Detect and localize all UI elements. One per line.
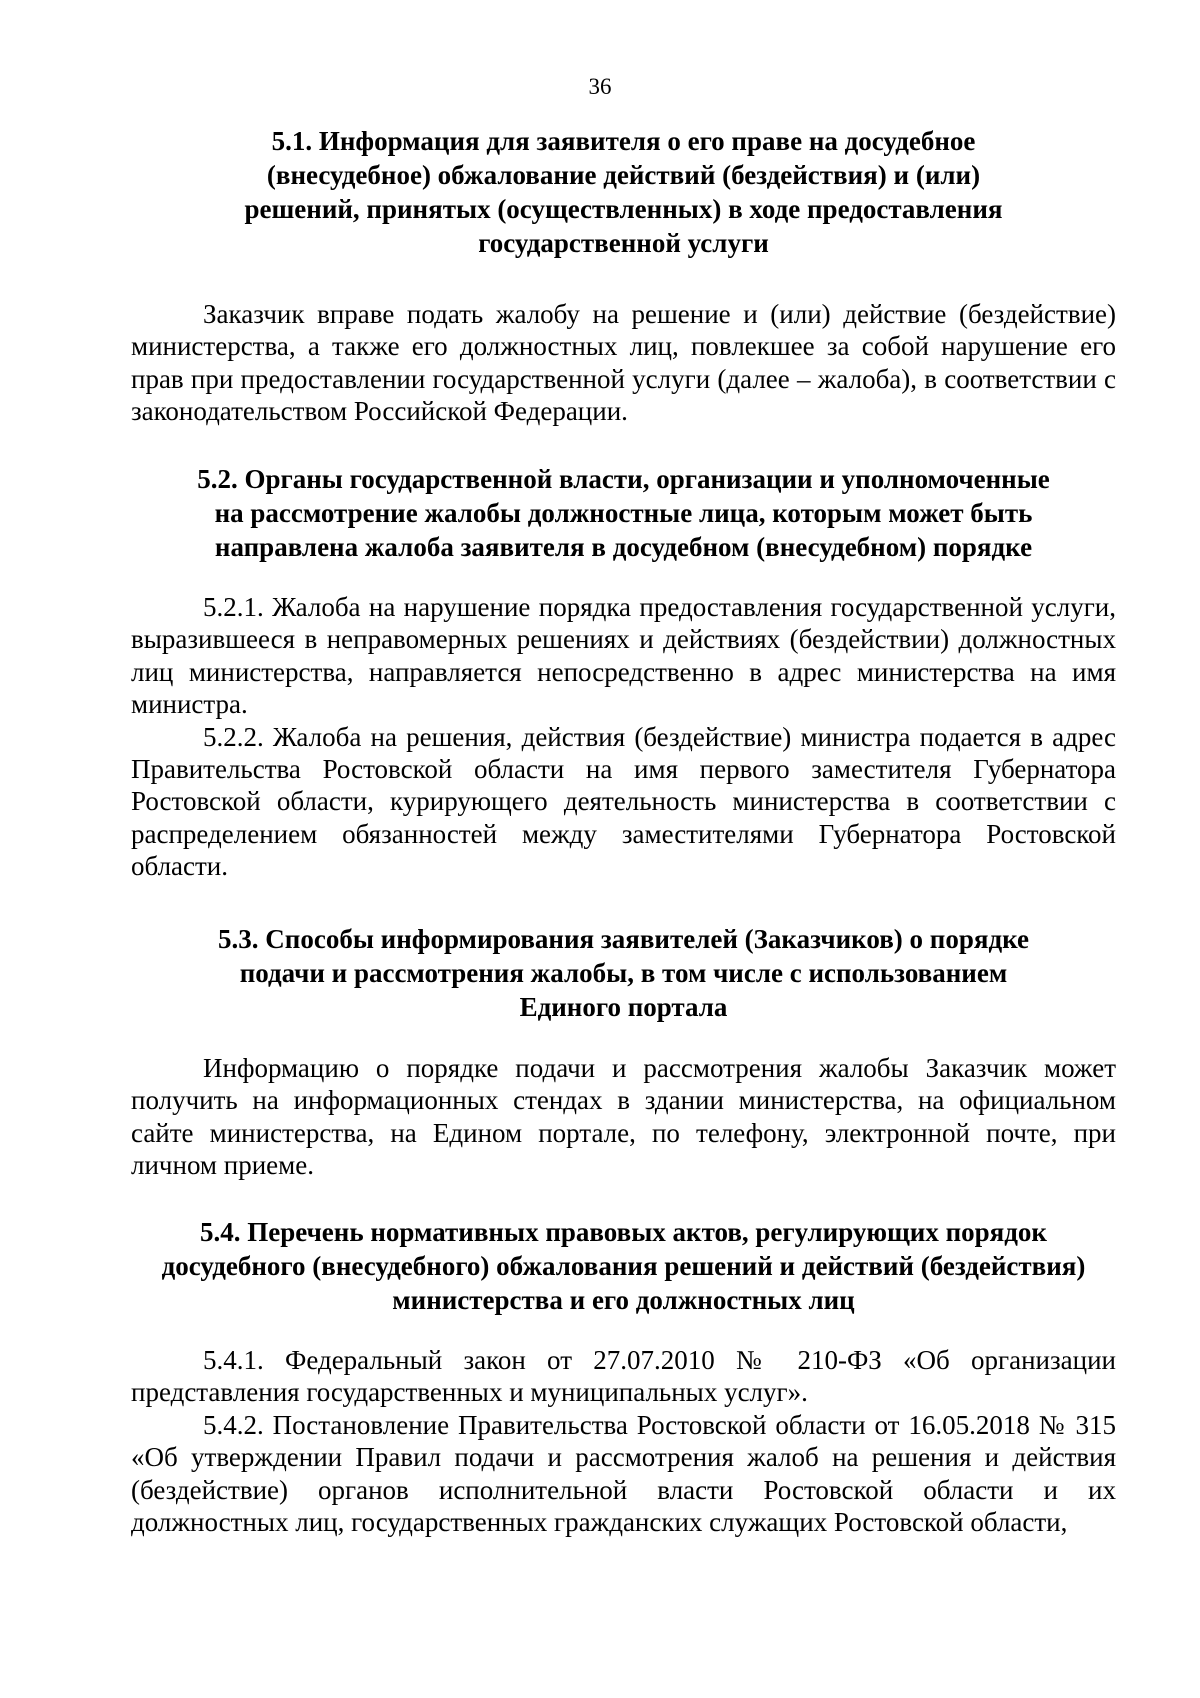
- section-heading-5-1: [131, 124, 1116, 260]
- heading-line: 5.1. Информация для заявителя о его праве на досудебное: [271, 126, 976, 156]
- section-heading-5-4: [121, 1215, 1126, 1317]
- heading-line: 5.4. Перечень нормативных правовых актов, регулирующих порядок: [200, 1217, 1047, 1247]
- heading-line: Единого портала: [519, 992, 728, 1022]
- heading-line: досудебного (внесудебного) обжалования решений и действий (бездействия): [161, 1251, 1086, 1281]
- heading-line: подачи и рассмотрения жалобы, в том числе с использованием: [239, 958, 1008, 988]
- paragraph: Заказчик вправе подать жалобу на решение и (или) действие (бездействие) министерства, а также его должностных лиц, повлекшее за собой нарушение его прав при предоставлении государственной услуги (далее – жалоба), в соответствии с законодательством Российской Федерации.: [131, 299, 1116, 427]
- heading-line: 5.2. Органы государственной власти, организации и уполномоченные: [197, 464, 1050, 494]
- paragraph: 5.2.1. Жалоба на нарушение порядка предоставления государственной услуги, выразившееся в неправомерных решениях и действиях (бездействии) должностных лиц министерства, направляется непосредственно в адрес министерства на имя министра.: [131, 592, 1116, 720]
- heading-line: (внесудебное) обжалование действий (бездействия) и (или): [266, 160, 981, 190]
- page-number: 36: [588, 74, 612, 99]
- paragraph: 5.4.1. Федеральный закон от 27.07.2010 № 210-ФЗ «Об организации представления государственных и муниципальных услуг».: [131, 1345, 1116, 1408]
- paragraph: 5.2.2. Жалоба на решения, действия (бездействие) министра подается в адрес Правительства Ростовской области на имя первого заместителя Губернатора Ростовской области, курирующего деятельность министерства в соответствии с распределением обязанностей между заместителями Губернатора Ростовской области.: [131, 721, 1116, 882]
- heading-line: государственной услуги: [478, 228, 769, 258]
- section-body-5-1: [131, 298, 1116, 428]
- section-heading-5-2: [131, 462, 1116, 564]
- section-heading-5-3: [131, 922, 1116, 1024]
- heading-line: направлена жалоба заявителя в досудебном (внесудебном) порядке: [214, 532, 1033, 562]
- section-body-5-2: [131, 591, 1116, 883]
- heading-line: 5.3. Способы информирования заявителей (Заказчиков) о порядке: [218, 924, 1029, 954]
- section-body-5-4: [131, 1344, 1116, 1538]
- section-body-5-3: [131, 1052, 1116, 1182]
- heading-line: на рассмотрение жалобы должностные лица, которым может быть: [214, 498, 1033, 528]
- paragraph: Информацию о порядке подачи и рассмотрения жалобы Заказчик может получить на информационных стендах в здании министерства, на официальном сайте министерства, на Едином портале, по телефону, электронной почте, при личном приеме.: [131, 1053, 1116, 1181]
- heading-line: министерства и его должностных лиц: [392, 1285, 855, 1315]
- heading-line: решений, принятых (осуществленных) в ходе предоставления: [244, 194, 1003, 224]
- paragraph: 5.4.2. Постановление Правительства Ростовской области от 16.05.2018 № 315 «Об утверждении Правил подачи и рассмотрения жалоб на решения и действия (бездействие) органов исполнительной власти Ростовской области и их должностных лиц, государственных гражданских служащих Ростовской области,: [131, 1409, 1116, 1538]
